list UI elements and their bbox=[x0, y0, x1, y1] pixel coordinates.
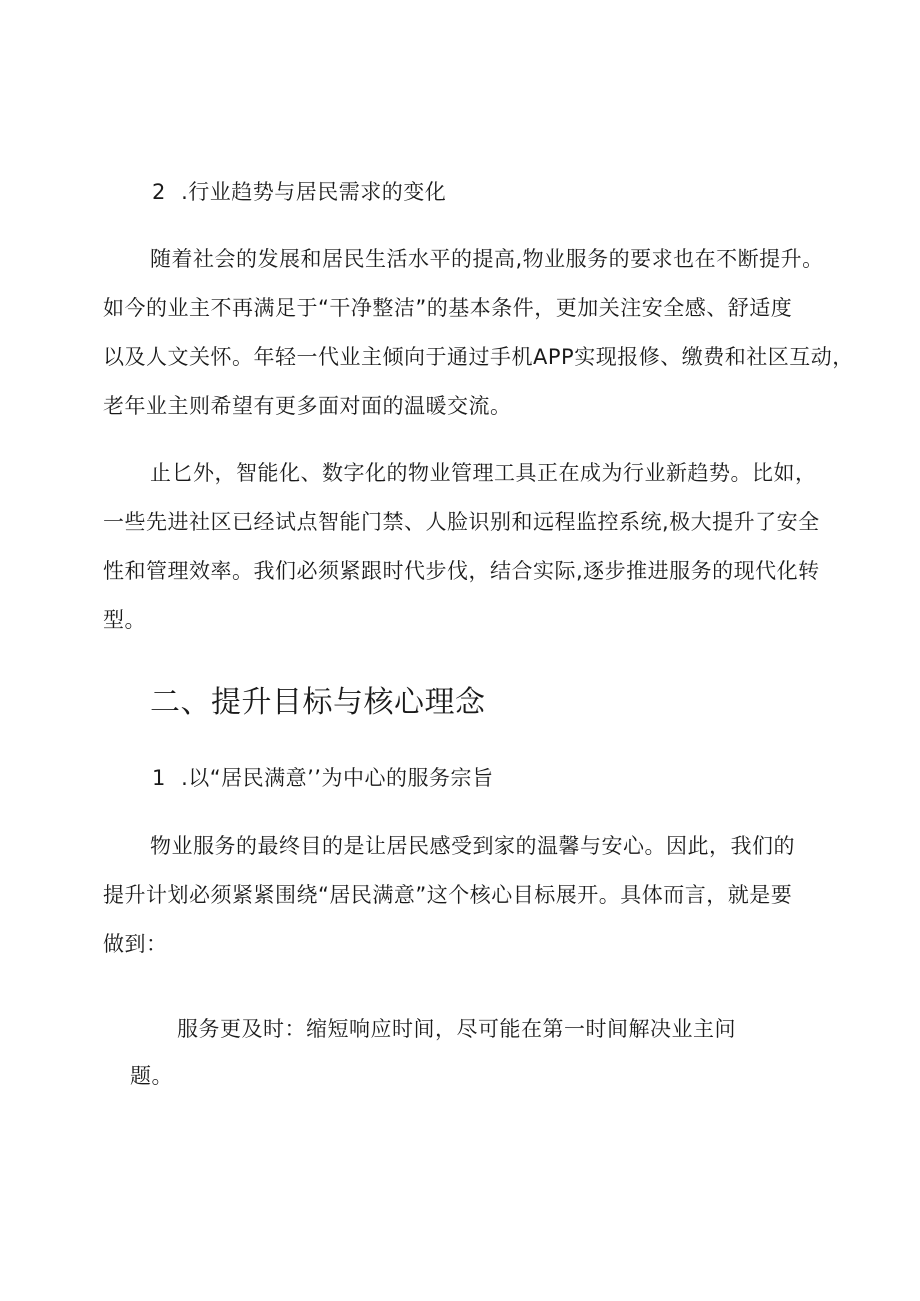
paragraph-line: 老年业主则希望有更多面对面的温暖交流。 bbox=[103, 394, 512, 418]
paragraph-line: 性和管理效率。我们必须紧跟时代步伐，结合实际,逐步推进服务的现代化转 bbox=[103, 559, 820, 583]
paragraph-line: 一些先进社区已经试点智能门禁、人脸识别和远程监控系统,极大提升了安全 bbox=[103, 510, 820, 534]
list-item-line: 题。 bbox=[130, 1064, 173, 1088]
paragraph-line: 型。 bbox=[103, 608, 146, 632]
subsection-title: .行业趋势与居民需求的变化 bbox=[181, 180, 447, 204]
subsection-heading bbox=[152, 178, 446, 206]
paragraph-line: 提升计划必须紧紧围绕“居民满意”这个核心目标展开。具体而言，就是要 bbox=[103, 883, 793, 907]
subsection-heading bbox=[152, 764, 493, 792]
subsection-number: 2 bbox=[152, 180, 166, 204]
paragraph-line: 随着社会的发展和居民生活水平的提高,物业服务的要求也在不断提升。 bbox=[150, 247, 824, 271]
list-item-line: 服务更及时：缩短响应时间，尽可能在第一时间解决业主问 bbox=[177, 1017, 736, 1041]
subsection-title: .以“居民满意’’为中心的服务宗旨 bbox=[181, 766, 494, 790]
paragraph-line: 止匕外，智能化、数字化的物业管理工具正在成为行业新趋势。比如， bbox=[150, 461, 817, 485]
paragraph-line: 以及人文关怀。年轻一代业主倾向于通过手机APP实现报修、缴费和社区互动， bbox=[103, 345, 854, 369]
subsection-number: 1 bbox=[152, 766, 166, 790]
section-heading: 二、提升目标与核心理念 bbox=[150, 685, 486, 720]
paragraph-line: 物业服务的最终目的是让居民感受到家的温馨与安心。因此，我们的 bbox=[150, 834, 795, 858]
paragraph-line: 做到： bbox=[103, 932, 168, 956]
paragraph-line: 如今的业主不再满足于“干净整洁”的基本条件，更加关注安全感、舒适度 bbox=[103, 296, 793, 320]
